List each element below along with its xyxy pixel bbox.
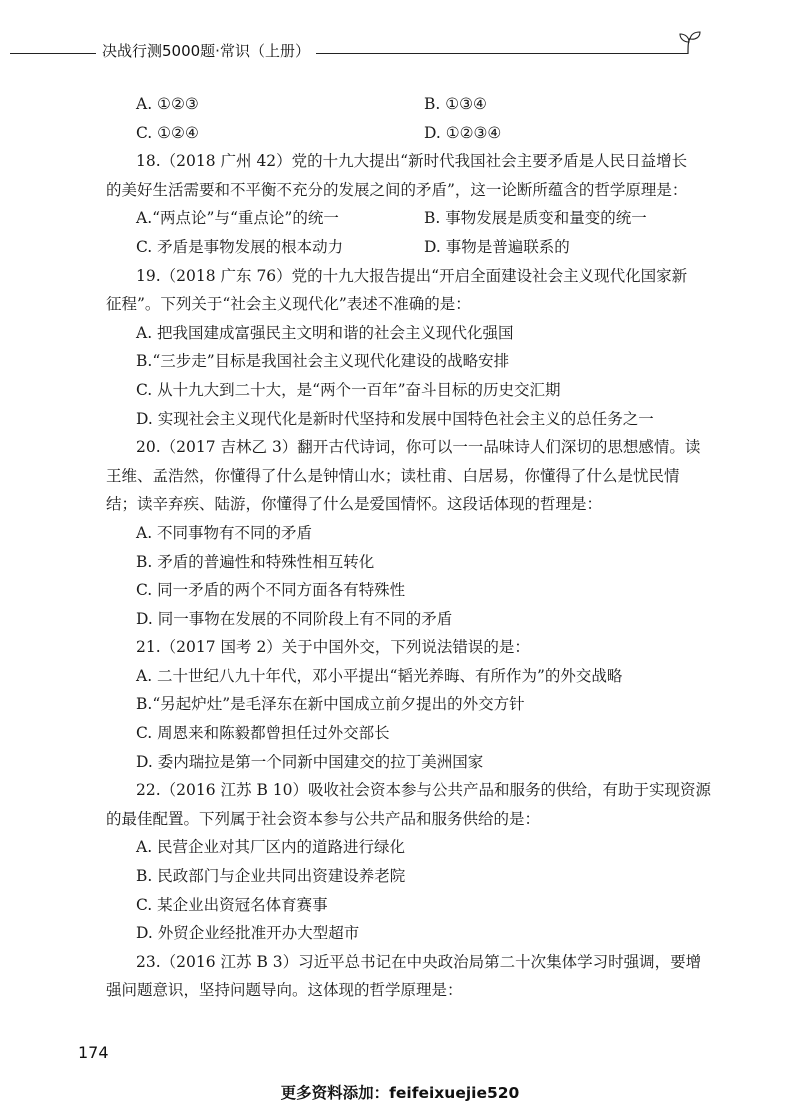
question-20-stem: 20.（2017 吉林乙 3）翻开古代诗词，你可以一一品味诗人们深切的思想感情。读	[136, 438, 701, 457]
question-20-stem-cont: 结；读辛弃疾、陆游，你懂得了什么是爱国情怀。这段话体现的哲理是：	[106, 495, 603, 514]
option-c: C. 同一矛盾的两个不同方面各有特殊性	[136, 581, 406, 600]
option-d: D. ①②③④	[424, 123, 502, 142]
option-c: C. 周恩来和陈毅都曾担任过外交部长	[136, 724, 390, 743]
option-row	[106, 90, 700, 119]
footer-note: 更多资料添加：feifeixuejie520	[280, 1084, 520, 1102]
option-row	[106, 233, 700, 262]
option-a: A. 二十世纪八九十年代，邓小平提出“韬光养晦、有所作为”的外交战略	[136, 666, 623, 685]
option-a: A. 把我国建成富强民主文明和谐的社会主义现代化强国	[136, 323, 514, 342]
sprout-icon	[676, 30, 704, 60]
question-19-stem-cont: 征程”。下列关于“社会主义现代化”表述不准确的是：	[106, 295, 471, 314]
option-d: D. 外贸企业经批准开办大型超市	[136, 924, 360, 943]
option-d: D. 同一事物在发展的不同阶段上有不同的矛盾	[136, 609, 453, 628]
option-a: A. 不同事物有不同的矛盾	[136, 523, 313, 542]
option-a: A. ①②③	[136, 95, 199, 113]
option-c: C. 从十九大到二十大，是“两个一百年”奋斗目标的历史交汇期	[136, 380, 561, 399]
option-row	[106, 204, 700, 233]
option-b: B. 事物发展是质变和量变的统一	[424, 209, 647, 228]
header-title: 决战行测5000题·常识（上册）	[102, 42, 310, 60]
question-23-stem-cont: 强问题意识，坚持问题导向。这体现的哲学原理是：	[106, 981, 463, 1000]
question-20-stem-cont: 王维、孟浩然，你懂得了什么是钟情山水；读杜甫、白居易，你懂得了什么是忧民情	[106, 466, 680, 485]
option-a: A. 民营企业对其厂区内的道路进行绿化	[136, 838, 406, 857]
header-rule-left	[10, 53, 96, 54]
question-22-stem: 22.（2016 江苏 B 10）吸收社会资本参与公共产品和服务的供给，有助于实现资源	[136, 781, 711, 800]
question-23-stem: 23.（2016 江苏 B 3）习近平总书记在中央政治局第二十次集体学习时强调，要增	[136, 952, 702, 971]
header-rule-right	[316, 53, 688, 54]
question-19-stem: 19.（2018 广东 76）党的十九大报告提出“开启全面建设社会主义现代化国家新	[136, 266, 688, 285]
option-c: C. 某企业出资冠名体育赛事	[136, 895, 328, 914]
page-number: 174	[78, 1043, 109, 1062]
option-row	[106, 119, 700, 148]
option-c: C. ①②④	[136, 123, 199, 142]
option-b: B.“三步走”目标是我国社会主义现代化建设的战略安排	[136, 352, 510, 371]
running-header	[0, 36, 800, 66]
question-18-stem: 18.（2018 广州 42）党的十九大提出“新时代我国社会主要矛盾是人民日益增长	[136, 152, 688, 171]
question-21-stem: 21.（2017 国考 2）关于中国外交，下列说法错误的是：	[136, 638, 530, 657]
option-a: A.“两点论”与“重点论”的统一	[136, 209, 339, 228]
option-b: B.“另起炉灶”是毛泽东在新中国成立前夕提出的外交方针	[136, 695, 525, 714]
question-18-stem-cont: 的美好生活需要和不平衡不充分的发展之间的矛盾”，这一论断所蕴含的哲学原理是：	[106, 180, 688, 199]
option-c: C. 矛盾是事物发展的根本动力	[136, 237, 344, 256]
question-content	[106, 90, 711, 1005]
option-b: B. ①③④	[424, 95, 487, 113]
option-d: D. 委内瑞拉是第一个同新中国建交的拉丁美洲国家	[136, 752, 484, 771]
option-d: D. 事物是普遍联系的	[424, 237, 570, 256]
question-22-stem-cont: 的最佳配置。下列属于社会资本参与公共产品和服务供给的是：	[106, 809, 541, 828]
option-b: B. 矛盾的普遍性和特殊性相互转化	[136, 552, 375, 571]
option-b: B. 民政部门与企业共同出资建设养老院	[136, 867, 406, 886]
option-d: D. 实现社会主义现代化是新时代坚持和发展中国特色社会主义的总任务之一	[136, 409, 654, 428]
